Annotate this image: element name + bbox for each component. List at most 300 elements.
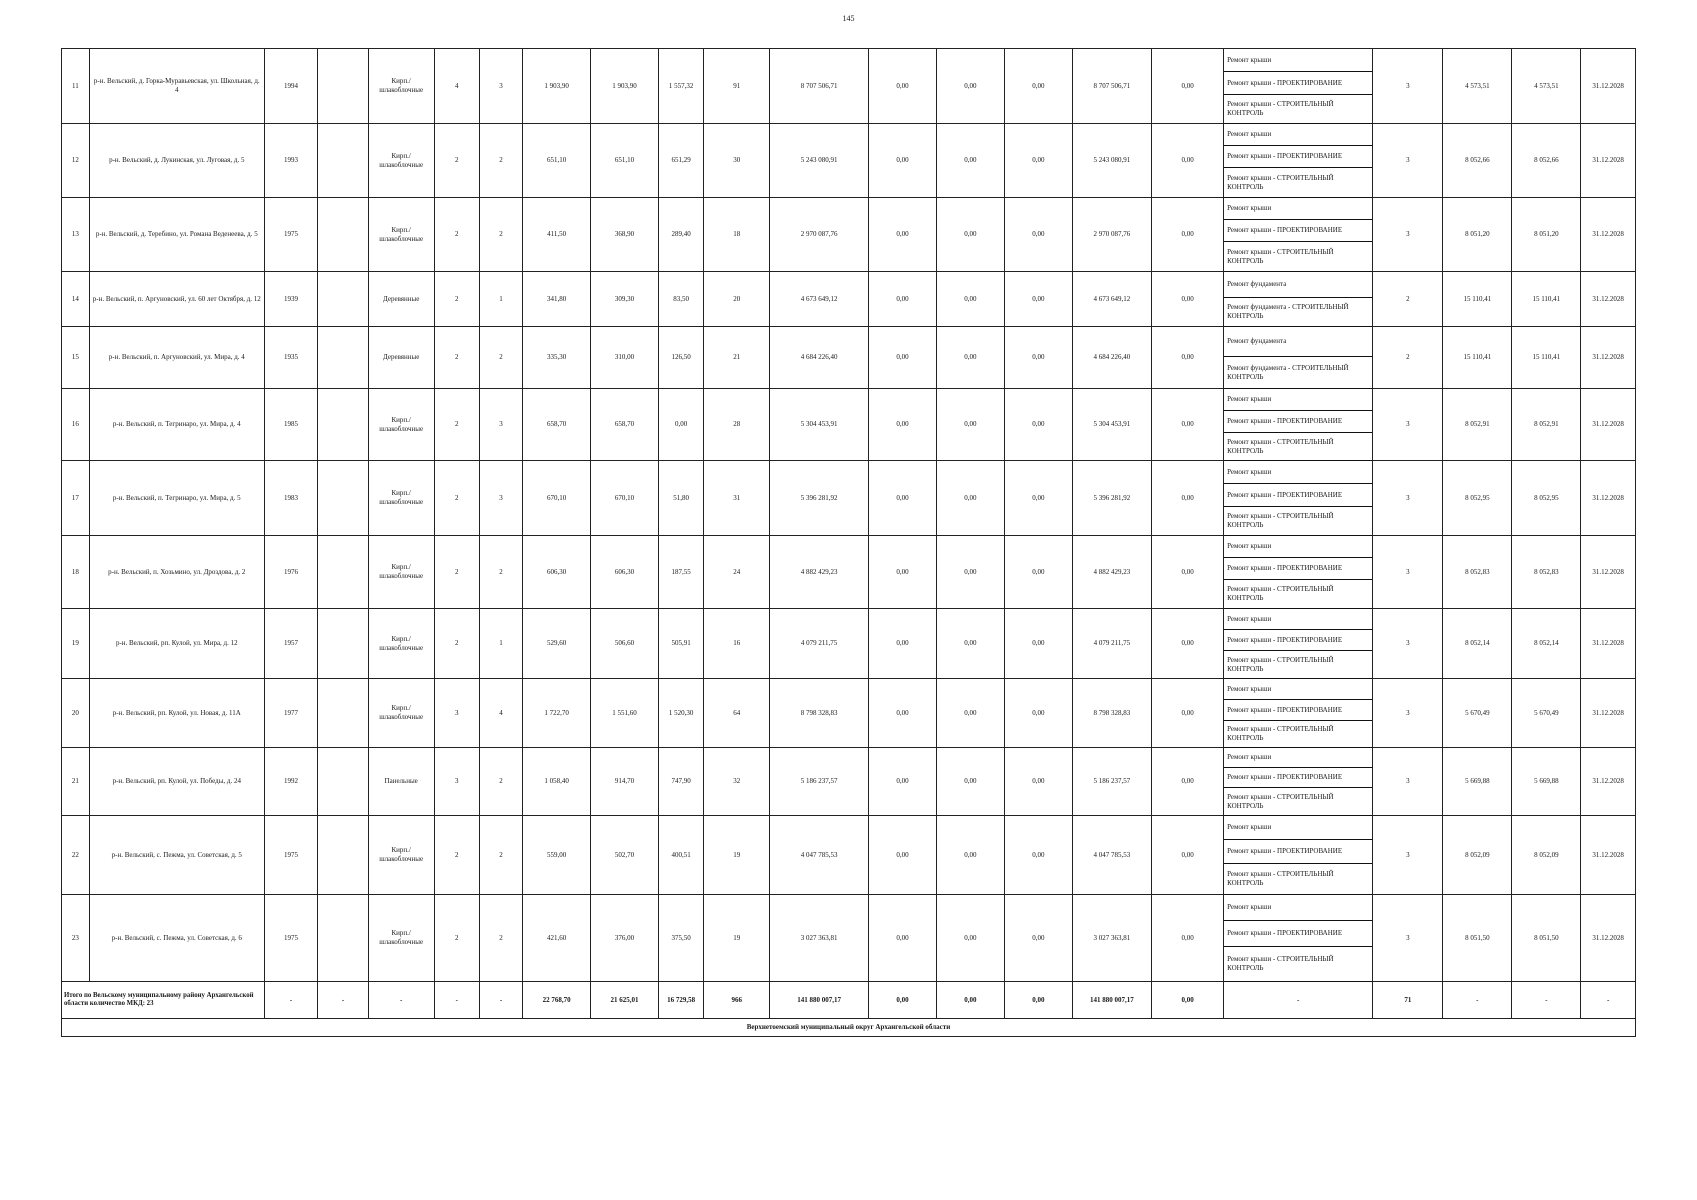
wall-material-cell: Кирп./ шлакоблочные: [368, 124, 434, 198]
fund-other-cell: 0,00: [1152, 49, 1224, 124]
unit-cost-cell: 8 051,50: [1443, 895, 1512, 982]
address-cell: р-н. Вельский, п. Тегринаро, ул. Мира, д. 5: [89, 461, 264, 536]
works-count-cell: 3: [1373, 536, 1443, 609]
table-row: [62, 198, 1636, 220]
fund-other-cell: 0,00: [1152, 816, 1224, 895]
entrances-cell: 2: [479, 124, 522, 198]
floors-cell: 3: [434, 679, 479, 748]
page-number: 145: [842, 14, 855, 23]
fund-regional-cell: 0,00: [936, 679, 1004, 748]
unit-cost-cell: 15 110,41: [1443, 272, 1512, 327]
works-count-cell: 2: [1373, 327, 1443, 389]
district-header-row: [62, 1019, 1636, 1037]
fund-owners-cell: 5 186 237,57: [1072, 748, 1151, 816]
max-unit-cost-cell: 5 670,49: [1512, 679, 1581, 748]
fund-regional-cell: 0,00: [936, 461, 1004, 536]
table-row: [62, 536, 1636, 558]
residents-cell: 16: [704, 609, 770, 679]
total-area-cell: 1 722,70: [523, 679, 591, 748]
work-type-cell: Ремонт фундамента: [1224, 327, 1373, 357]
living-area-cell: 376,00: [591, 895, 659, 982]
fund-local-cell: 0,00: [1004, 609, 1072, 679]
address-cell: р-н. Вельский, рп. Кулой, ул. Победы, д. 24: [89, 748, 264, 816]
residential-area-cell: 1 520,30: [659, 679, 704, 748]
residential-area-cell: 126,50: [659, 327, 704, 389]
fund-federal-cell: 0,00: [868, 895, 936, 982]
works-count-cell: 3: [1373, 679, 1443, 748]
table-row: [62, 748, 1636, 768]
max-unit-cost-cell: 8 052,66: [1512, 124, 1581, 198]
total-area-cell: 1 903,90: [523, 49, 591, 124]
work-type-cell: Ремонт крыши - СТРОИТЕЛЬНЫЙ КОНТРОЛЬ: [1224, 580, 1373, 609]
living-area-cell: 670,10: [591, 461, 659, 536]
work-type-cell: Ремонт крыши - СТРОИТЕЛЬНЫЙ КОНТРОЛЬ: [1224, 433, 1373, 461]
floors-cell: 2: [434, 461, 479, 536]
residential-area-cell: 505,91: [659, 609, 704, 679]
unit-cost-cell: 8 052,95: [1443, 461, 1512, 536]
row-number-cell: 18: [62, 536, 90, 609]
residential-area-cell: 83,50: [659, 272, 704, 327]
deadline-cell: 31.12.2028: [1581, 609, 1636, 679]
row-number-cell: 12: [62, 124, 90, 198]
year-built-cell: 1977: [264, 679, 318, 748]
year-built-cell: 1992: [264, 748, 318, 816]
residents-cell: 18: [704, 198, 770, 272]
work-type-cell: Ремонт крыши - СТРОИТЕЛЬНЫЙ КОНТРОЛЬ: [1224, 95, 1373, 124]
year-built-cell: 1994: [264, 49, 318, 124]
work-type-cell: Ремонт фундамента - СТРОИТЕЛЬНЫЙ КОНТРОЛЬ: [1224, 298, 1373, 327]
empty-cell: [318, 49, 368, 124]
fund-regional-cell: 0,00: [936, 327, 1004, 389]
table-row: [62, 327, 1636, 357]
work-type-cell: Ремонт крыши - ПРОЕКТИРОВАНИЕ: [1224, 146, 1373, 168]
works-count-cell: 3: [1373, 748, 1443, 816]
empty-cell: [318, 272, 368, 327]
deadline-cell: 31.12.2028: [1581, 679, 1636, 748]
deadline-cell: 31.12.2028: [1581, 327, 1636, 389]
fund-local-cell: 0,00: [1004, 198, 1072, 272]
fund-other-cell: 0,00: [1152, 327, 1224, 389]
year-built-cell: 1957: [264, 609, 318, 679]
max-unit-cost-cell: 8 052,91: [1512, 389, 1581, 461]
entrances-cell: 2: [479, 198, 522, 272]
deadline-cell: 31.12.2028: [1581, 124, 1636, 198]
works-count-cell: 3: [1373, 895, 1443, 982]
works-count-cell: 2: [1373, 272, 1443, 327]
residents-cell: 31: [704, 461, 770, 536]
work-type-cell: Ремонт крыши - ПРОЕКТИРОВАНИЕ: [1224, 768, 1373, 788]
fund-other-sum-cell: 0,00: [1152, 982, 1224, 1019]
deadline-cell: 31.12.2028: [1581, 272, 1636, 327]
year-built-cell: 1935: [264, 327, 318, 389]
work-type-cell: Ремонт крыши - ПРОЕКТИРОВАНИЕ: [1224, 558, 1373, 580]
deadline-cell: 31.12.2028: [1581, 536, 1636, 609]
fund-local-cell: 0,00: [1004, 272, 1072, 327]
year-built-cell: 1985: [264, 389, 318, 461]
work-type-cell: Ремонт крыши - ПРОЕКТИРОВАНИЕ: [1224, 630, 1373, 651]
total-cost-cell: 4 079 211,75: [770, 609, 869, 679]
row-number-cell: 13: [62, 198, 90, 272]
table-row: [62, 461, 1636, 484]
table-row: [62, 609, 1636, 630]
fund-federal-cell: 0,00: [868, 816, 936, 895]
deadline-cell: 31.12.2028: [1581, 198, 1636, 272]
address-cell: р-н. Вельский, рп. Кулой, ул. Мира, д. 12: [89, 609, 264, 679]
work-type-cell: Ремонт крыши: [1224, 49, 1373, 72]
residents-cell: 21: [704, 327, 770, 389]
entrances-cell: 1: [479, 609, 522, 679]
address-cell: р-н. Вельский, с. Пежма, ул. Советская, д. 6: [89, 895, 264, 982]
wall-material-cell: Кирп./ шлакоблочные: [368, 49, 434, 124]
floors-cell: 2: [434, 895, 479, 982]
works-count-cell: 3: [1373, 609, 1443, 679]
work-type-cell: Ремонт крыши: [1224, 679, 1373, 700]
year-built-cell: 1993: [264, 124, 318, 198]
wall-material-cell: Кирп./ шлакоблочные: [368, 461, 434, 536]
dash-cell: -: [1581, 982, 1636, 1019]
total-cost-cell: 5 243 080,91: [770, 124, 869, 198]
fund-regional-cell: 0,00: [936, 895, 1004, 982]
address-cell: р-н. Вельский, п. Аргуновский, ул. Мира, д. 4: [89, 327, 264, 389]
total-cost-cell: 4 673 649,12: [770, 272, 869, 327]
max-unit-cost-cell: 15 110,41: [1512, 327, 1581, 389]
total-area-cell: 606,30: [523, 536, 591, 609]
entrances-cell: 3: [479, 49, 522, 124]
living-area-cell: 309,30: [591, 272, 659, 327]
works-count-cell: 3: [1373, 461, 1443, 536]
deadline-cell: 31.12.2028: [1581, 49, 1636, 124]
work-type-cell: Ремонт крыши - СТРОИТЕЛЬНЫЙ КОНТРОЛЬ: [1224, 788, 1373, 816]
year-built-cell: 1976: [264, 536, 318, 609]
address-cell: р-н. Вельский, рп. Кулой, ул. Новая, д. 11А: [89, 679, 264, 748]
residential-area-cell: 187,55: [659, 536, 704, 609]
work-type-cell: Ремонт крыши: [1224, 536, 1373, 558]
address-cell: р-н. Вельский, п. Хозьмино, ул. Дроздова, д. 2: [89, 536, 264, 609]
residential-area-cell: 0,00: [659, 389, 704, 461]
work-type-cell: Ремонт крыши - ПРОЕКТИРОВАНИЕ: [1224, 921, 1373, 947]
fund-federal-cell: 0,00: [868, 389, 936, 461]
residential-area-cell: 375,50: [659, 895, 704, 982]
living-area-cell: 1 551,60: [591, 679, 659, 748]
dash-cell: -: [368, 982, 434, 1019]
entrances-cell: 4: [479, 679, 522, 748]
row-number-cell: 20: [62, 679, 90, 748]
deadline-cell: 31.12.2028: [1581, 748, 1636, 816]
totals-row: [62, 982, 1636, 1019]
row-number-cell: 11: [62, 49, 90, 124]
residents-cell: 28: [704, 389, 770, 461]
fund-owners-cell: 5 304 453,91: [1072, 389, 1151, 461]
fund-regional-cell: 0,00: [936, 49, 1004, 124]
table-body: [62, 49, 1636, 1037]
dash-cell: -: [434, 982, 479, 1019]
work-type-cell: Ремонт крыши - ПРОЕКТИРОВАНИЕ: [1224, 72, 1373, 95]
fund-federal-cell: 0,00: [868, 198, 936, 272]
fund-owners-cell: 5 243 080,91: [1072, 124, 1151, 198]
work-type-cell: Ремонт крыши: [1224, 389, 1373, 411]
living-area-cell: 914,70: [591, 748, 659, 816]
fund-owners-cell: 2 970 087,76: [1072, 198, 1151, 272]
district-header-cell: Верхнетоемский муниципальный округ Архангельской области: [62, 1019, 1636, 1037]
deadline-cell: 31.12.2028: [1581, 461, 1636, 536]
fund-owners-cell: 4 673 649,12: [1072, 272, 1151, 327]
floors-cell: 2: [434, 816, 479, 895]
floors-cell: 2: [434, 327, 479, 389]
entrances-cell: 1: [479, 272, 522, 327]
row-number-cell: 21: [62, 748, 90, 816]
max-unit-cost-cell: 8 052,83: [1512, 536, 1581, 609]
total-area-cell: 335,30: [523, 327, 591, 389]
fund-other-cell: 0,00: [1152, 198, 1224, 272]
year-built-cell: 1983: [264, 461, 318, 536]
fund-federal-cell: 0,00: [868, 536, 936, 609]
year-built-cell: 1975: [264, 198, 318, 272]
table-row: [62, 389, 1636, 411]
fund-owners-cell: 5 396 281,92: [1072, 461, 1151, 536]
year-built-cell: 1975: [264, 895, 318, 982]
living-area-cell: 1 903,90: [591, 49, 659, 124]
table-row: [62, 895, 1636, 921]
floors-cell: 2: [434, 198, 479, 272]
fund-regional-sum-cell: 0,00: [936, 982, 1004, 1019]
dash-cell: -: [1512, 982, 1581, 1019]
entrances-cell: 2: [479, 816, 522, 895]
fund-regional-cell: 0,00: [936, 198, 1004, 272]
row-number-cell: 16: [62, 389, 90, 461]
address-cell: р-н. Вельский, п. Аргуновский, ул. 60 лет Октября, д. 12: [89, 272, 264, 327]
work-type-cell: Ремонт крыши - ПРОЕКТИРОВАНИЕ: [1224, 484, 1373, 507]
total-cost-cell: 3 027 363,81: [770, 895, 869, 982]
unit-cost-cell: 8 051,20: [1443, 198, 1512, 272]
wall-material-cell: Деревянные: [368, 272, 434, 327]
works-count-cell: 3: [1373, 816, 1443, 895]
fund-local-cell: 0,00: [1004, 389, 1072, 461]
unit-cost-cell: 8 052,14: [1443, 609, 1512, 679]
max-unit-cost-cell: 8 052,09: [1512, 816, 1581, 895]
fund-other-cell: 0,00: [1152, 536, 1224, 609]
fund-owners-cell: 4 079 211,75: [1072, 609, 1151, 679]
max-unit-cost-cell: 5 669,88: [1512, 748, 1581, 816]
entrances-cell: 3: [479, 389, 522, 461]
fund-local-cell: 0,00: [1004, 748, 1072, 816]
fund-other-cell: 0,00: [1152, 461, 1224, 536]
empty-cell: [318, 536, 368, 609]
work-type-cell: Ремонт фундамента - СТРОИТЕЛЬНЫЙ КОНТРОЛЬ: [1224, 357, 1373, 389]
works-count-sum-cell: 71: [1373, 982, 1443, 1019]
year-built-cell: 1975: [264, 816, 318, 895]
address-cell: р-н. Вельский, п. Тегринаро, ул. Мира, д. 4: [89, 389, 264, 461]
fund-local-cell: 0,00: [1004, 327, 1072, 389]
fund-local-cell: 0,00: [1004, 895, 1072, 982]
empty-cell: [318, 679, 368, 748]
fund-local-sum-cell: 0,00: [1004, 982, 1072, 1019]
floors-cell: 4: [434, 49, 479, 124]
dash-cell: -: [1443, 982, 1512, 1019]
row-number-cell: 17: [62, 461, 90, 536]
fund-other-cell: 0,00: [1152, 609, 1224, 679]
work-type-cell: Ремонт крыши - ПРОЕКТИРОВАНИЕ: [1224, 700, 1373, 721]
row-number-cell: 23: [62, 895, 90, 982]
fund-owners-sum-cell: 141 880 007,17: [1072, 982, 1151, 1019]
living-area-cell: 658,70: [591, 389, 659, 461]
fund-federal-sum-cell: 0,00: [868, 982, 936, 1019]
deadline-cell: 31.12.2028: [1581, 895, 1636, 982]
work-type-cell: Ремонт крыши - СТРОИТЕЛЬНЫЙ КОНТРОЛЬ: [1224, 507, 1373, 536]
total-cost-cell: 8 798 328,83: [770, 679, 869, 748]
fund-federal-cell: 0,00: [868, 327, 936, 389]
work-type-cell: Ремонт крыши - ПРОЕКТИРОВАНИЕ: [1224, 411, 1373, 433]
residents-cell: 24: [704, 536, 770, 609]
total-cost-cell: 2 970 087,76: [770, 198, 869, 272]
floors-cell: 3: [434, 748, 479, 816]
empty-cell: [318, 895, 368, 982]
max-unit-cost-cell: 4 573,51: [1512, 49, 1581, 124]
total-area-cell: 1 058,40: [523, 748, 591, 816]
living-area-cell: 606,30: [591, 536, 659, 609]
work-type-cell: Ремонт крыши: [1224, 461, 1373, 484]
work-type-cell: Ремонт крыши: [1224, 895, 1373, 921]
row-number-cell: 14: [62, 272, 90, 327]
work-type-cell: Ремонт крыши: [1224, 748, 1373, 768]
living-area-cell: 651,10: [591, 124, 659, 198]
wall-material-cell: Панельные: [368, 748, 434, 816]
total-cost-cell: 4 047 785,53: [770, 816, 869, 895]
capital-repair-table: [61, 48, 1636, 1037]
living-area-sum-cell: 21 625,01: [591, 982, 659, 1019]
address-cell: р-н. Вельский, с. Пежма, ул. Советская, д. 5: [89, 816, 264, 895]
living-area-cell: 310,00: [591, 327, 659, 389]
unit-cost-cell: 8 052,09: [1443, 816, 1512, 895]
fund-federal-cell: 0,00: [868, 748, 936, 816]
fund-regional-cell: 0,00: [936, 389, 1004, 461]
fund-owners-cell: 8 798 328,83: [1072, 679, 1151, 748]
total-cost-cell: 4 882 429,23: [770, 536, 869, 609]
fund-federal-cell: 0,00: [868, 461, 936, 536]
year-built-cell: 1939: [264, 272, 318, 327]
fund-local-cell: 0,00: [1004, 679, 1072, 748]
living-area-cell: 368,90: [591, 198, 659, 272]
fund-other-cell: 0,00: [1152, 748, 1224, 816]
total-area-sum-cell: 22 768,70: [523, 982, 591, 1019]
max-unit-cost-cell: 8 052,14: [1512, 609, 1581, 679]
fund-regional-cell: 0,00: [936, 816, 1004, 895]
work-type-cell: Ремонт крыши - СТРОИТЕЛЬНЫЙ КОНТРОЛЬ: [1224, 721, 1373, 748]
wall-material-cell: Кирп./ шлакоблочные: [368, 816, 434, 895]
living-area-cell: 502,70: [591, 816, 659, 895]
empty-cell: [318, 816, 368, 895]
living-area-cell: 506,60: [591, 609, 659, 679]
floors-cell: 2: [434, 272, 479, 327]
total-area-cell: 529,60: [523, 609, 591, 679]
work-type-cell: Ремонт фундамента: [1224, 272, 1373, 298]
wall-material-cell: Деревянные: [368, 327, 434, 389]
residential-area-cell: 1 557,32: [659, 49, 704, 124]
wall-material-cell: Кирп./ шлакоблочные: [368, 198, 434, 272]
fund-regional-cell: 0,00: [936, 748, 1004, 816]
dash-cell: -: [264, 982, 318, 1019]
residents-cell: 32: [704, 748, 770, 816]
table-row: [62, 49, 1636, 72]
total-cost-sum-cell: 141 880 007,17: [770, 982, 869, 1019]
wall-material-cell: Кирп./ шлакоблочные: [368, 536, 434, 609]
fund-local-cell: 0,00: [1004, 816, 1072, 895]
total-area-cell: 341,80: [523, 272, 591, 327]
total-cost-cell: 5 186 237,57: [770, 748, 869, 816]
works-count-cell: 3: [1373, 49, 1443, 124]
works-count-cell: 3: [1373, 198, 1443, 272]
deadline-cell: 31.12.2028: [1581, 389, 1636, 461]
dash-cell: -: [1224, 982, 1373, 1019]
fund-other-cell: 0,00: [1152, 389, 1224, 461]
residential-area-cell: 651,29: [659, 124, 704, 198]
total-cost-cell: 8 707 506,71: [770, 49, 869, 124]
residential-area-sum-cell: 16 729,58: [659, 982, 704, 1019]
wall-material-cell: Кирп./ шлакоблочные: [368, 389, 434, 461]
entrances-cell: 2: [479, 895, 522, 982]
fund-local-cell: 0,00: [1004, 536, 1072, 609]
residents-cell: 19: [704, 895, 770, 982]
dash-cell: -: [479, 982, 522, 1019]
residential-area-cell: 289,40: [659, 198, 704, 272]
table-row: [62, 124, 1636, 146]
residents-cell: 19: [704, 816, 770, 895]
unit-cost-cell: 8 052,83: [1443, 536, 1512, 609]
work-type-cell: Ремонт крыши - ПРОЕКТИРОВАНИЕ: [1224, 220, 1373, 242]
work-type-cell: Ремонт крыши - СТРОИТЕЛЬНЫЙ КОНТРОЛЬ: [1224, 947, 1373, 982]
residential-area-cell: 51,80: [659, 461, 704, 536]
deadline-cell: 31.12.2028: [1581, 816, 1636, 895]
unit-cost-cell: 5 669,88: [1443, 748, 1512, 816]
total-area-cell: 421,60: [523, 895, 591, 982]
residents-cell: 30: [704, 124, 770, 198]
fund-other-cell: 0,00: [1152, 679, 1224, 748]
max-unit-cost-cell: 8 051,50: [1512, 895, 1581, 982]
fund-other-cell: 0,00: [1152, 895, 1224, 982]
fund-owners-cell: 3 027 363,81: [1072, 895, 1151, 982]
empty-cell: [318, 124, 368, 198]
work-type-cell: Ремонт крыши - СТРОИТЕЛЬНЫЙ КОНТРОЛЬ: [1224, 864, 1373, 895]
empty-cell: [318, 327, 368, 389]
residential-area-cell: 400,51: [659, 816, 704, 895]
entrances-cell: 3: [479, 461, 522, 536]
row-number-cell: 19: [62, 609, 90, 679]
wall-material-cell: Кирп./ шлакоблочные: [368, 609, 434, 679]
max-unit-cost-cell: 8 051,20: [1512, 198, 1581, 272]
address-cell: р-н. Вельский, д. Горка-Муравьевская, ул. Школьная, д. 4: [89, 49, 264, 124]
fund-owners-cell: 4 684 226,40: [1072, 327, 1151, 389]
floors-cell: 2: [434, 536, 479, 609]
address-cell: р-н. Вельский, д. Лукинская, ул. Луговая, д. 5: [89, 124, 264, 198]
totals-label-cell: Итого по Вельскому муниципальному району Архангельской области количество МКД: 23: [62, 982, 265, 1019]
work-type-cell: Ремонт крыши - СТРОИТЕЛЬНЫЙ КОНТРОЛЬ: [1224, 168, 1373, 198]
entrances-cell: 2: [479, 536, 522, 609]
work-type-cell: Ремонт крыши: [1224, 816, 1373, 840]
entrances-cell: 2: [479, 748, 522, 816]
total-area-cell: 411,50: [523, 198, 591, 272]
fund-owners-cell: 4 882 429,23: [1072, 536, 1151, 609]
fund-regional-cell: 0,00: [936, 536, 1004, 609]
wall-material-cell: Кирп./ шлакоблочные: [368, 679, 434, 748]
total-area-cell: 658,70: [523, 389, 591, 461]
fund-other-cell: 0,00: [1152, 124, 1224, 198]
fund-federal-cell: 0,00: [868, 272, 936, 327]
fund-owners-cell: 4 047 785,53: [1072, 816, 1151, 895]
max-unit-cost-cell: 8 052,95: [1512, 461, 1581, 536]
fund-federal-cell: 0,00: [868, 679, 936, 748]
wall-material-cell: Кирп./ шлакоблочные: [368, 895, 434, 982]
dash-cell: -: [318, 982, 368, 1019]
table-row: [62, 816, 1636, 840]
